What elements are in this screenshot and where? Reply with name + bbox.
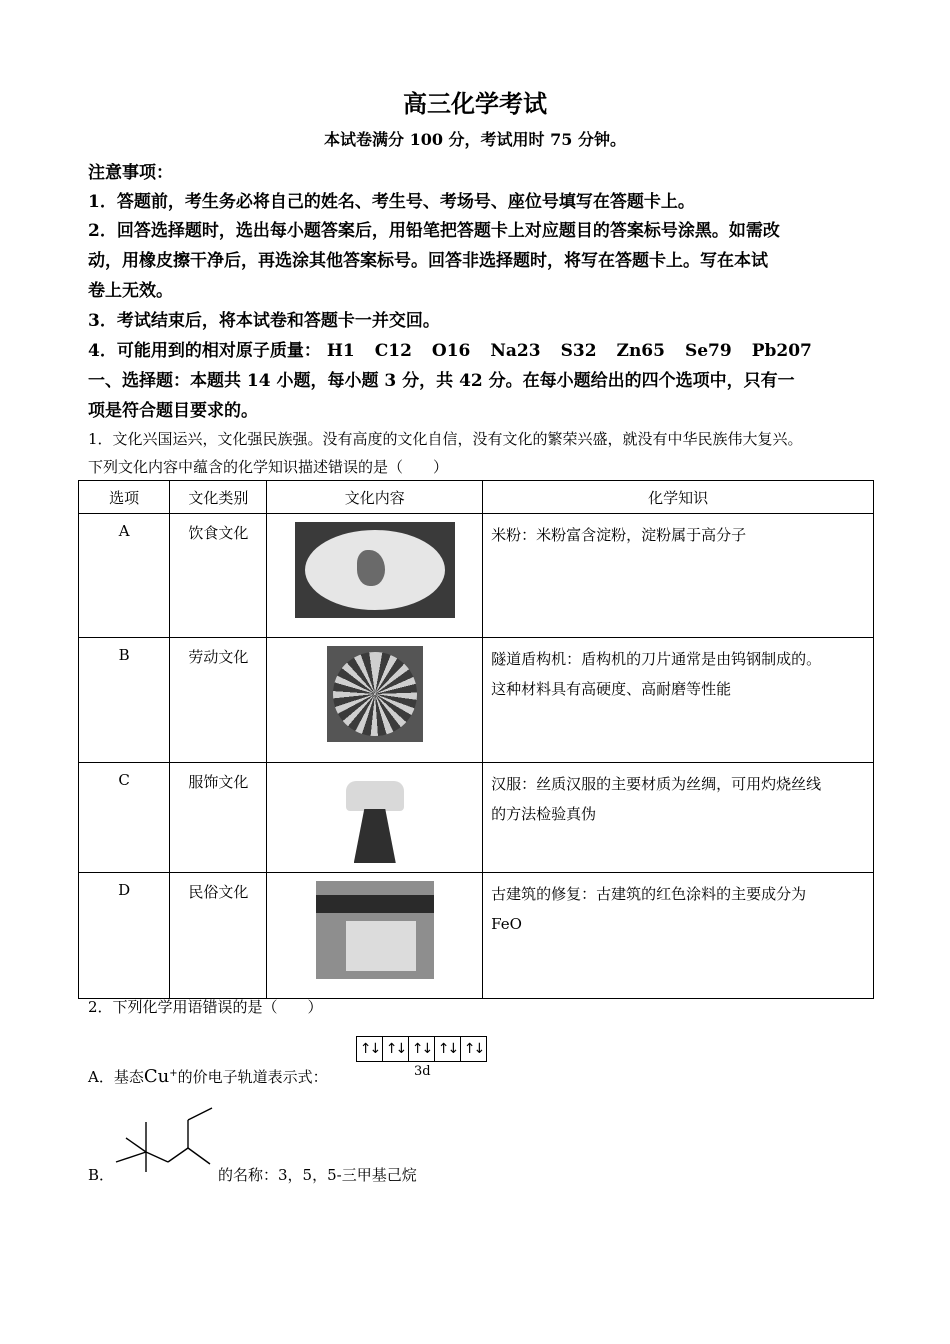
section-heading-line-1: 一、选择题：本题共 14 小题，每小题 3 分，共 42 分。在每小题给出的四个选项中，只有一: [88, 371, 795, 391]
cu-charge: +: [169, 1068, 178, 1079]
orbital-box: ↑↓: [357, 1037, 383, 1061]
knowledge-line: 汉服：丝质汉服的主要材质为丝绸，可用灼烧丝线: [491, 775, 822, 793]
bond-line: [116, 1152, 146, 1162]
atomic-mass: Se79: [684, 341, 732, 361]
option-label: C: [79, 763, 170, 873]
table-header-row: [79, 481, 874, 514]
question-1-stem-line-2: 下列文化内容中蕴含的化学知识描述错误的是（ ）: [88, 458, 449, 476]
notes-heading: 注意事项：: [88, 163, 173, 183]
note-item-2-line-3: 卷上无效。: [88, 281, 173, 301]
table-row: [79, 763, 874, 873]
culture-table: [78, 480, 874, 999]
atomic-mass: O16: [431, 341, 471, 361]
bond-line: [126, 1138, 146, 1152]
note-item-3: 3．考试结束后，将本试卷和答题卡一并交回。: [88, 311, 440, 331]
content-image-cell: [267, 763, 483, 873]
atomic-mass: Zn65: [616, 341, 665, 361]
hanfu-photo: [340, 771, 410, 867]
table-row: [79, 514, 874, 638]
note-item-2-line-2: 动，用橡皮擦干净后，再选涂其他答案标号。回答非选择题时，将写在答题卡上。写在本试: [88, 251, 768, 271]
rice-noodle-photo: [295, 522, 455, 618]
bond-line: [188, 1108, 212, 1120]
header-option: 选项: [79, 481, 170, 514]
question-2-stem: 2．下列化学用语错误的是（ ）: [88, 998, 323, 1016]
knowledge-cell: [483, 873, 874, 999]
content-image-cell: [267, 514, 483, 638]
knowledge-line: 米粉：米粉富含淀粉，淀粉属于高分子: [491, 526, 747, 544]
question-2-option-a: [88, 1066, 328, 1087]
category-cell: 服饰文化: [170, 763, 267, 873]
content-image-cell: [267, 873, 483, 999]
bond-line: [188, 1148, 210, 1164]
category-cell: 民俗文化: [170, 873, 267, 999]
category-cell: 饮食文化: [170, 514, 267, 638]
orbital-box: ↑↓: [435, 1037, 461, 1061]
atomic-mass: C12: [374, 341, 412, 361]
atomic-mass: S32: [560, 341, 597, 361]
note-item-2-line-1: 2．回答选择题时，选出每小题答案后，用铅笔把答题卡上对应题目的答案标号涂黑。如需改: [88, 221, 780, 241]
bond-line: [146, 1152, 168, 1162]
content-image-cell: [267, 638, 483, 763]
option-label: A: [79, 514, 170, 638]
table-row: [79, 638, 874, 763]
option-b-suffix: 的名称：3，5，5-三甲基己烷: [218, 1166, 417, 1184]
orbital-box: ↑↓: [383, 1037, 409, 1061]
exam-title: 高三化学考试: [403, 89, 547, 118]
knowledge-line: 古建筑的修复：古建筑的红色涂料的主要成分为: [491, 885, 807, 903]
bond-line: [168, 1148, 188, 1162]
knowledge-line: 的方法检验真伪: [491, 805, 597, 823]
option-b-prefix: B．: [88, 1166, 115, 1184]
knowledge-cell: [483, 763, 874, 873]
skeletal-structure-diagram: [112, 1104, 218, 1174]
tunnel-boring-machine-photo: [327, 646, 423, 742]
atomic-mass: H1: [326, 341, 355, 361]
section-heading-line-2: 项是符合题目要求的。: [88, 401, 258, 421]
note-item-4-prefix: 4．可能用到的相对原子质量：: [88, 341, 321, 361]
knowledge-line: FeO: [491, 915, 522, 933]
option-a-suffix: 的价电子轨道表示式：: [177, 1068, 328, 1086]
header-category: 文化类别: [170, 481, 267, 514]
orbital-box: ↑↓: [409, 1037, 435, 1061]
knowledge-cell: [483, 638, 874, 763]
header-content: 文化内容: [267, 481, 483, 514]
table-row: [79, 873, 874, 999]
orbital-box: ↑↓: [463, 1041, 484, 1057]
knowledge-line: 这种材料具有高硬度、高耐磨等性能: [491, 680, 732, 698]
exam-subtitle: 本试卷满分 100 分，考试用时 75 分钟。: [324, 130, 626, 149]
option-label: D: [79, 873, 170, 999]
ancient-building-photo: [316, 881, 434, 979]
atomic-mass: Na23: [490, 341, 541, 361]
knowledge-line: 隧道盾构机：盾构机的刀片通常是由钨钢制成的。: [491, 650, 822, 668]
question-1-stem-line-1: 1．文化兴国运兴，文化强民族强。没有高度的文化自信，没有文化的繁荣兴盛，就没有中华民族伟大复兴。: [88, 430, 803, 448]
orbital-label: 3d: [414, 1064, 431, 1079]
note-item-4: [88, 336, 832, 361]
category-cell: 劳动文化: [170, 638, 267, 763]
option-label: B: [79, 638, 170, 763]
note-item-1: 1．答题前，考生务必将自己的姓名、考生号、考场号、座位号填写在答题卡上。: [88, 192, 695, 212]
atomic-mass: Pb207: [751, 341, 812, 361]
header-knowledge: 化学知识: [483, 481, 874, 514]
knowledge-cell: [483, 514, 874, 638]
option-a-prefix: A．基态: [88, 1068, 144, 1086]
cu-symbol: Cu: [143, 1066, 170, 1087]
orbital-diagram: [356, 1036, 487, 1062]
